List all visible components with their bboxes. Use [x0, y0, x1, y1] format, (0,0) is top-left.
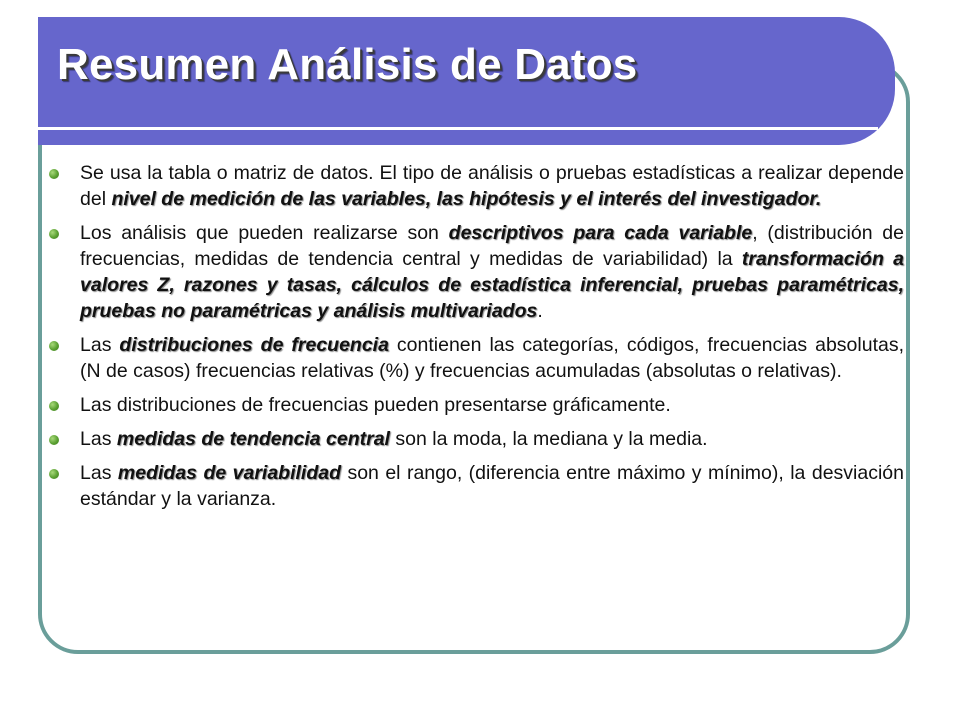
bullet-text-segment: , (distribución de frecuencias, medidas de tendencia central y medidas de variabilidad) la — [80, 222, 904, 270]
green-dot-icon — [49, 469, 59, 479]
bullet-item — [48, 160, 908, 212]
bullet-list — [48, 160, 908, 520]
bullet-text-highlight: descriptivos para cada variable — [448, 222, 753, 244]
bullet-text-highlight: distribuciones de frecuencia — [119, 334, 389, 356]
bullet-item — [48, 220, 908, 324]
bullet-item — [48, 392, 908, 418]
bullet-text-segment: Las distribuciones de frecuencias pueden presentarse gráficamente. — [80, 394, 671, 416]
bullet-item — [48, 332, 908, 384]
bullet-text-segment: Los análisis que pueden realizarse son — [80, 222, 449, 244]
bullet-text-highlight: transformación a valores Z, razones y tasas, cálculos de estadística inferencial, pruebas paramétricas, pruebas no paramétricas y análisis multivariados — [80, 248, 904, 322]
green-dot-icon — [49, 169, 59, 179]
bullet-text-highlight: nivel de medición de las variables, las hipótesis y el interés del investigador. — [111, 188, 822, 210]
bullet-text-segment: son la moda, la mediana y la media. — [389, 428, 708, 450]
bullet-text — [80, 222, 904, 322]
green-dot-icon — [49, 401, 59, 411]
bullet-text-segment: Se usa la tabla o matriz de datos. El tipo de análisis o pruebas estadísticas a realizar depende del — [80, 162, 904, 210]
title-underline — [38, 127, 878, 130]
bullet-text — [80, 334, 904, 382]
green-dot-icon — [49, 341, 59, 351]
bullet-item — [48, 426, 908, 452]
bullet-text — [80, 162, 904, 210]
bullet-text — [80, 394, 671, 416]
bullet-text-highlight: medidas de variabilidad — [117, 462, 342, 484]
bullet-text-highlight: medidas de tendencia central — [116, 428, 390, 450]
bullet-text-segment: contienen las categorías, códigos, frecuencias absolutas, (N de casos) frecuencias relativas (%) y frecuencias acumuladas (absolutas o relativas). — [80, 334, 905, 382]
bullet-text-segment: Las — [80, 334, 120, 356]
bullet-text-segment: Las — [80, 428, 117, 450]
green-dot-icon — [49, 229, 59, 239]
bullet-item — [48, 460, 908, 512]
bullet-text — [80, 462, 904, 510]
green-dot-icon — [49, 435, 59, 445]
slide-title: Resumen Análisis de Datos — [57, 40, 638, 89]
bullet-text-segment: Las — [80, 462, 118, 484]
bullet-text-segment: . — [537, 300, 543, 322]
bullet-text-segment: son el rango, (diferencia entre máximo y mínimo), la desviación estándar y la varianza. — [80, 462, 904, 510]
bullet-text — [80, 428, 708, 450]
